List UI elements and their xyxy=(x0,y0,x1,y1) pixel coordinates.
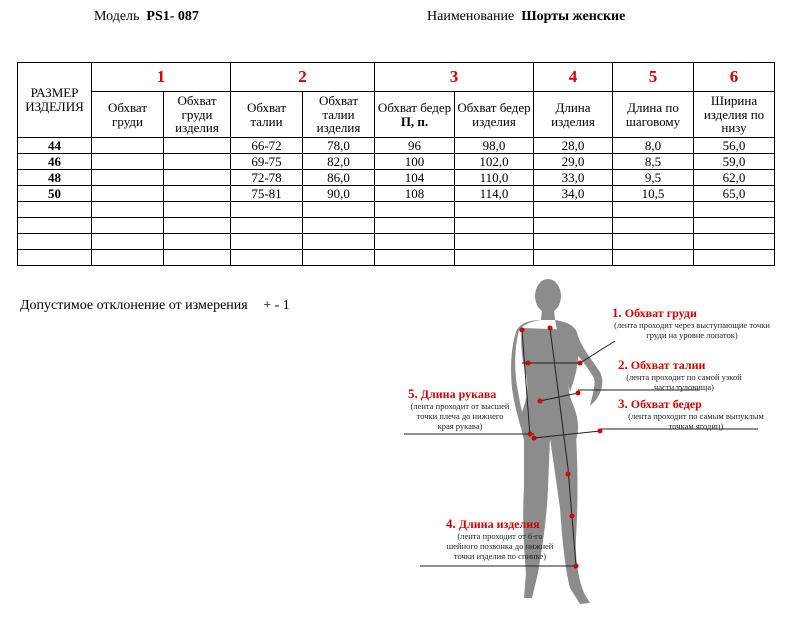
annotation-sleeve-desc: (лента проходит от высшей точки плеча до нижнего края рукава) xyxy=(410,401,510,431)
annotation-length-desc: (лента проходит от 6-го шейного позвонка до нижней точки изделия по спинке) xyxy=(446,531,554,561)
col-header-waist-garment: Обхват талии изделия xyxy=(303,92,375,138)
annotation-sleeve xyxy=(408,386,512,431)
table-cell xyxy=(92,218,164,234)
table-row xyxy=(18,218,775,234)
col-header-hips-garment: Обхват бедер изделия xyxy=(455,92,534,138)
table-cell: 78,0 xyxy=(303,138,375,154)
tolerance-label: Допустимое отклонение от измерения xyxy=(20,298,248,313)
model-value: PS1- 087 xyxy=(146,9,199,24)
table-cell xyxy=(164,154,231,170)
table-cell xyxy=(455,202,534,218)
table-cell: 100 xyxy=(375,154,455,170)
size-cell: 50 xyxy=(18,186,92,202)
annotation-length-title: Длина изделия xyxy=(458,517,540,531)
table-cell xyxy=(231,250,303,266)
table-cell xyxy=(164,234,231,250)
annotation-hips-desc: (лента проходит по самым выпуклым точкам ягодиц) xyxy=(628,411,764,431)
annotation-length xyxy=(446,516,554,561)
table-cell xyxy=(694,250,775,266)
size-cell: 44 xyxy=(18,138,92,154)
table-cell: 104 xyxy=(375,170,455,186)
size-chart-table xyxy=(17,62,775,266)
annotation-waist-title: Обхват талии xyxy=(630,358,706,372)
table-cell xyxy=(613,202,694,218)
table-cell xyxy=(694,202,775,218)
col-header-hips-label: Обхват бедер xyxy=(377,99,452,115)
annotation-bust-desc: (лента проходит через выступающие точки груди на уровне лопаток) xyxy=(614,320,770,340)
size-column-header: РАЗМЕР ИЗДЕЛИЯ xyxy=(18,63,92,138)
table-cell xyxy=(164,170,231,186)
annotation-sleeve-number: 5. xyxy=(408,386,418,401)
table-row xyxy=(18,202,775,218)
table-cell xyxy=(92,202,164,218)
table-cell xyxy=(231,234,303,250)
table-cell xyxy=(92,170,164,186)
table-cell: 96 xyxy=(375,138,455,154)
table-cell: 8,5 xyxy=(613,154,694,170)
table-cell: 72-78 xyxy=(231,170,303,186)
table-cell: 114,0 xyxy=(455,186,534,202)
group-number-2: 2 xyxy=(231,63,375,92)
annotation-hips xyxy=(618,396,774,432)
table-cell xyxy=(303,218,375,234)
product-name-value: Шорты женские xyxy=(521,9,626,24)
annotation-bust-number: 1. xyxy=(612,305,622,320)
col-header-hips xyxy=(375,92,455,138)
table-cell: 66-72 xyxy=(231,138,303,154)
table-cell xyxy=(534,218,613,234)
table-cell: 65,0 xyxy=(694,186,775,202)
table-cell xyxy=(455,218,534,234)
table-cell xyxy=(92,250,164,266)
table-cell: 102,0 xyxy=(455,154,534,170)
table-row xyxy=(18,138,775,154)
table-cell: 108 xyxy=(375,186,455,202)
table-row xyxy=(18,154,775,170)
size-cell: 46 xyxy=(18,154,92,170)
table-cell xyxy=(534,234,613,250)
table-cell: 75-81 xyxy=(231,186,303,202)
table-row xyxy=(18,170,775,186)
annotation-length-number: 4. xyxy=(446,516,456,531)
table-cell xyxy=(375,218,455,234)
product-name-label: Наименование xyxy=(427,9,515,24)
tolerance-value: + - 1 xyxy=(263,298,290,313)
product-name-header xyxy=(427,9,625,25)
table-cell: 33,0 xyxy=(534,170,613,186)
table-cell xyxy=(613,218,694,234)
table-row xyxy=(18,186,775,202)
table-cell: 28,0 xyxy=(534,138,613,154)
col-header-hips-note: П, п. xyxy=(400,113,429,129)
table-cell: 90,0 xyxy=(303,186,375,202)
table-cell xyxy=(231,218,303,234)
table-cell xyxy=(164,202,231,218)
annotation-hips-title: Обхват бедер xyxy=(630,397,702,411)
table-cell xyxy=(613,234,694,250)
table-cell xyxy=(164,250,231,266)
table-row xyxy=(18,234,775,250)
table-cell xyxy=(534,250,613,266)
table-cell xyxy=(164,218,231,234)
table-cell xyxy=(92,138,164,154)
table-cell: 56,0 xyxy=(694,138,775,154)
table-cell xyxy=(231,202,303,218)
col-header-bust: Обхват груди xyxy=(92,92,164,138)
annotation-waist-desc: (лента проходит по самой узкой части туловища) xyxy=(626,372,742,392)
table-cell: 9,5 xyxy=(613,170,694,186)
table-cell: 110,0 xyxy=(455,170,534,186)
group-number-5: 5 xyxy=(613,63,694,92)
table-cell xyxy=(92,186,164,202)
size-chart-body xyxy=(18,138,775,266)
table-cell xyxy=(375,202,455,218)
table-cell xyxy=(303,202,375,218)
table-cell xyxy=(164,138,231,154)
table-row xyxy=(18,250,775,266)
table-cell xyxy=(303,250,375,266)
table-cell: 29,0 xyxy=(534,154,613,170)
table-cell: 34,0 xyxy=(534,186,613,202)
col-header-inseam: Длина по шаговому xyxy=(613,92,694,138)
col-header-hem-width: Ширина изделия по низу xyxy=(694,92,775,138)
table-cell: 59,0 xyxy=(694,154,775,170)
table-cell xyxy=(375,234,455,250)
size-cell xyxy=(18,234,92,250)
table-cell xyxy=(92,154,164,170)
table-cell xyxy=(694,234,775,250)
col-header-bust-garment: Обхват груди изделия xyxy=(164,92,231,138)
table-cell xyxy=(92,234,164,250)
group-number-4: 4 xyxy=(534,63,613,92)
table-cell: 82,0 xyxy=(303,154,375,170)
table-cell: 98,0 xyxy=(455,138,534,154)
table-cell xyxy=(694,218,775,234)
annotation-bust-title: Обхват груди xyxy=(624,306,697,320)
table-cell xyxy=(534,202,613,218)
size-cell xyxy=(18,250,92,266)
model-label: Модель xyxy=(94,9,140,24)
annotation-waist-number: 2. xyxy=(618,357,628,372)
table-cell: 86,0 xyxy=(303,170,375,186)
size-cell: 48 xyxy=(18,170,92,186)
table-cell xyxy=(613,250,694,266)
col-header-waist: Обхват талии xyxy=(231,92,303,138)
table-cell: 10,5 xyxy=(613,186,694,202)
table-cell: 69-75 xyxy=(231,154,303,170)
col-header-length: Длина изделия xyxy=(534,92,613,138)
group-number-6: 6 xyxy=(694,63,775,92)
annotation-waist xyxy=(618,357,750,393)
annotation-bust xyxy=(612,305,772,341)
table-cell: 62,0 xyxy=(694,170,775,186)
model-header xyxy=(94,9,199,25)
group-number-3: 3 xyxy=(375,63,534,92)
size-cell xyxy=(18,218,92,234)
table-cell xyxy=(375,250,455,266)
table-cell xyxy=(164,186,231,202)
table-cell: 8,0 xyxy=(613,138,694,154)
annotation-sleeve-title: Длина рукава xyxy=(420,387,497,401)
table-cell xyxy=(303,234,375,250)
annotation-hips-number: 3. xyxy=(618,396,628,411)
size-cell xyxy=(18,202,92,218)
table-cell xyxy=(455,234,534,250)
group-number-1: 1 xyxy=(92,63,231,92)
tolerance-note xyxy=(20,298,290,314)
table-cell xyxy=(455,250,534,266)
